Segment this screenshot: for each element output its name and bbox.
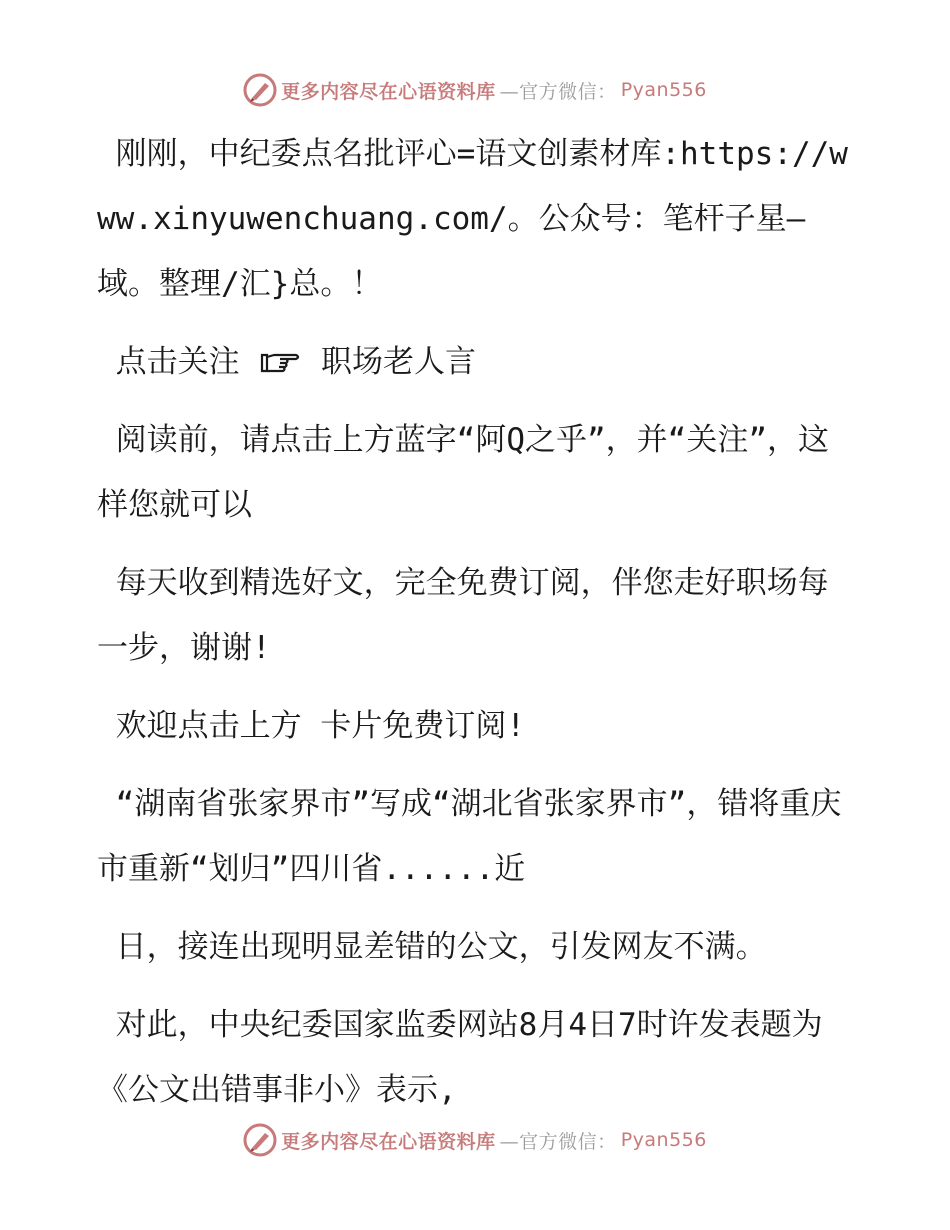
pen-logo-icon	[243, 73, 277, 107]
paragraph-4: 每天收到精选好文，完全免费订阅，伴您走好职场每一步，谢谢!	[97, 565, 829, 666]
pointing-hand-icon	[258, 347, 302, 375]
watermark-separator: —官方微信：	[499, 80, 617, 103]
header-watermark	[0, 70, 950, 110]
paragraph-3: 阅读前，请点击上方蓝字“阿Q之乎”，并“关注”，这样您就可以	[97, 422, 829, 523]
paragraph-6: “湖南省张家界市”写成“湖北省张家界市”，错将重庆市重新“划归”四川省......近	[97, 786, 842, 887]
article-body	[97, 122, 857, 1136]
watermark-wechat-id: Pyan556	[620, 79, 707, 101]
footer-watermark	[0, 1120, 950, 1160]
paragraph-7: 日，接连出现明显差错的公文，引发网友不满。	[97, 929, 767, 965]
watermark-wechat-id: Pyan556	[620, 1129, 707, 1151]
watermark-main-text: 更多内容尽在心语资料库	[281, 80, 496, 103]
watermark-main-text: 更多内容尽在心语资料库	[281, 1130, 496, 1153]
paragraph-8: 对此，中央纪委国家监委网站8月4日7时许发表题为《公文出错事非小》表示,	[97, 1007, 823, 1108]
follow-prefix: 点击关注	[97, 344, 259, 380]
watermark-brand	[243, 1123, 707, 1157]
follow-account-name: 职场老人言	[302, 344, 477, 380]
pen-logo-icon	[243, 1123, 277, 1157]
paragraph-5: 欢迎点击上方 卡片免费订阅!	[97, 708, 525, 744]
watermark-brand	[243, 73, 707, 107]
paragraph-follow	[97, 330, 857, 395]
watermark-separator: —官方微信：	[499, 1130, 617, 1153]
paragraph-1: 刚刚，中纪委点名批评心=语文创素材库:https://www.xinyuwenchuang.com/。公众号：笔杆子星—域。整理/汇}总。！	[97, 136, 848, 302]
